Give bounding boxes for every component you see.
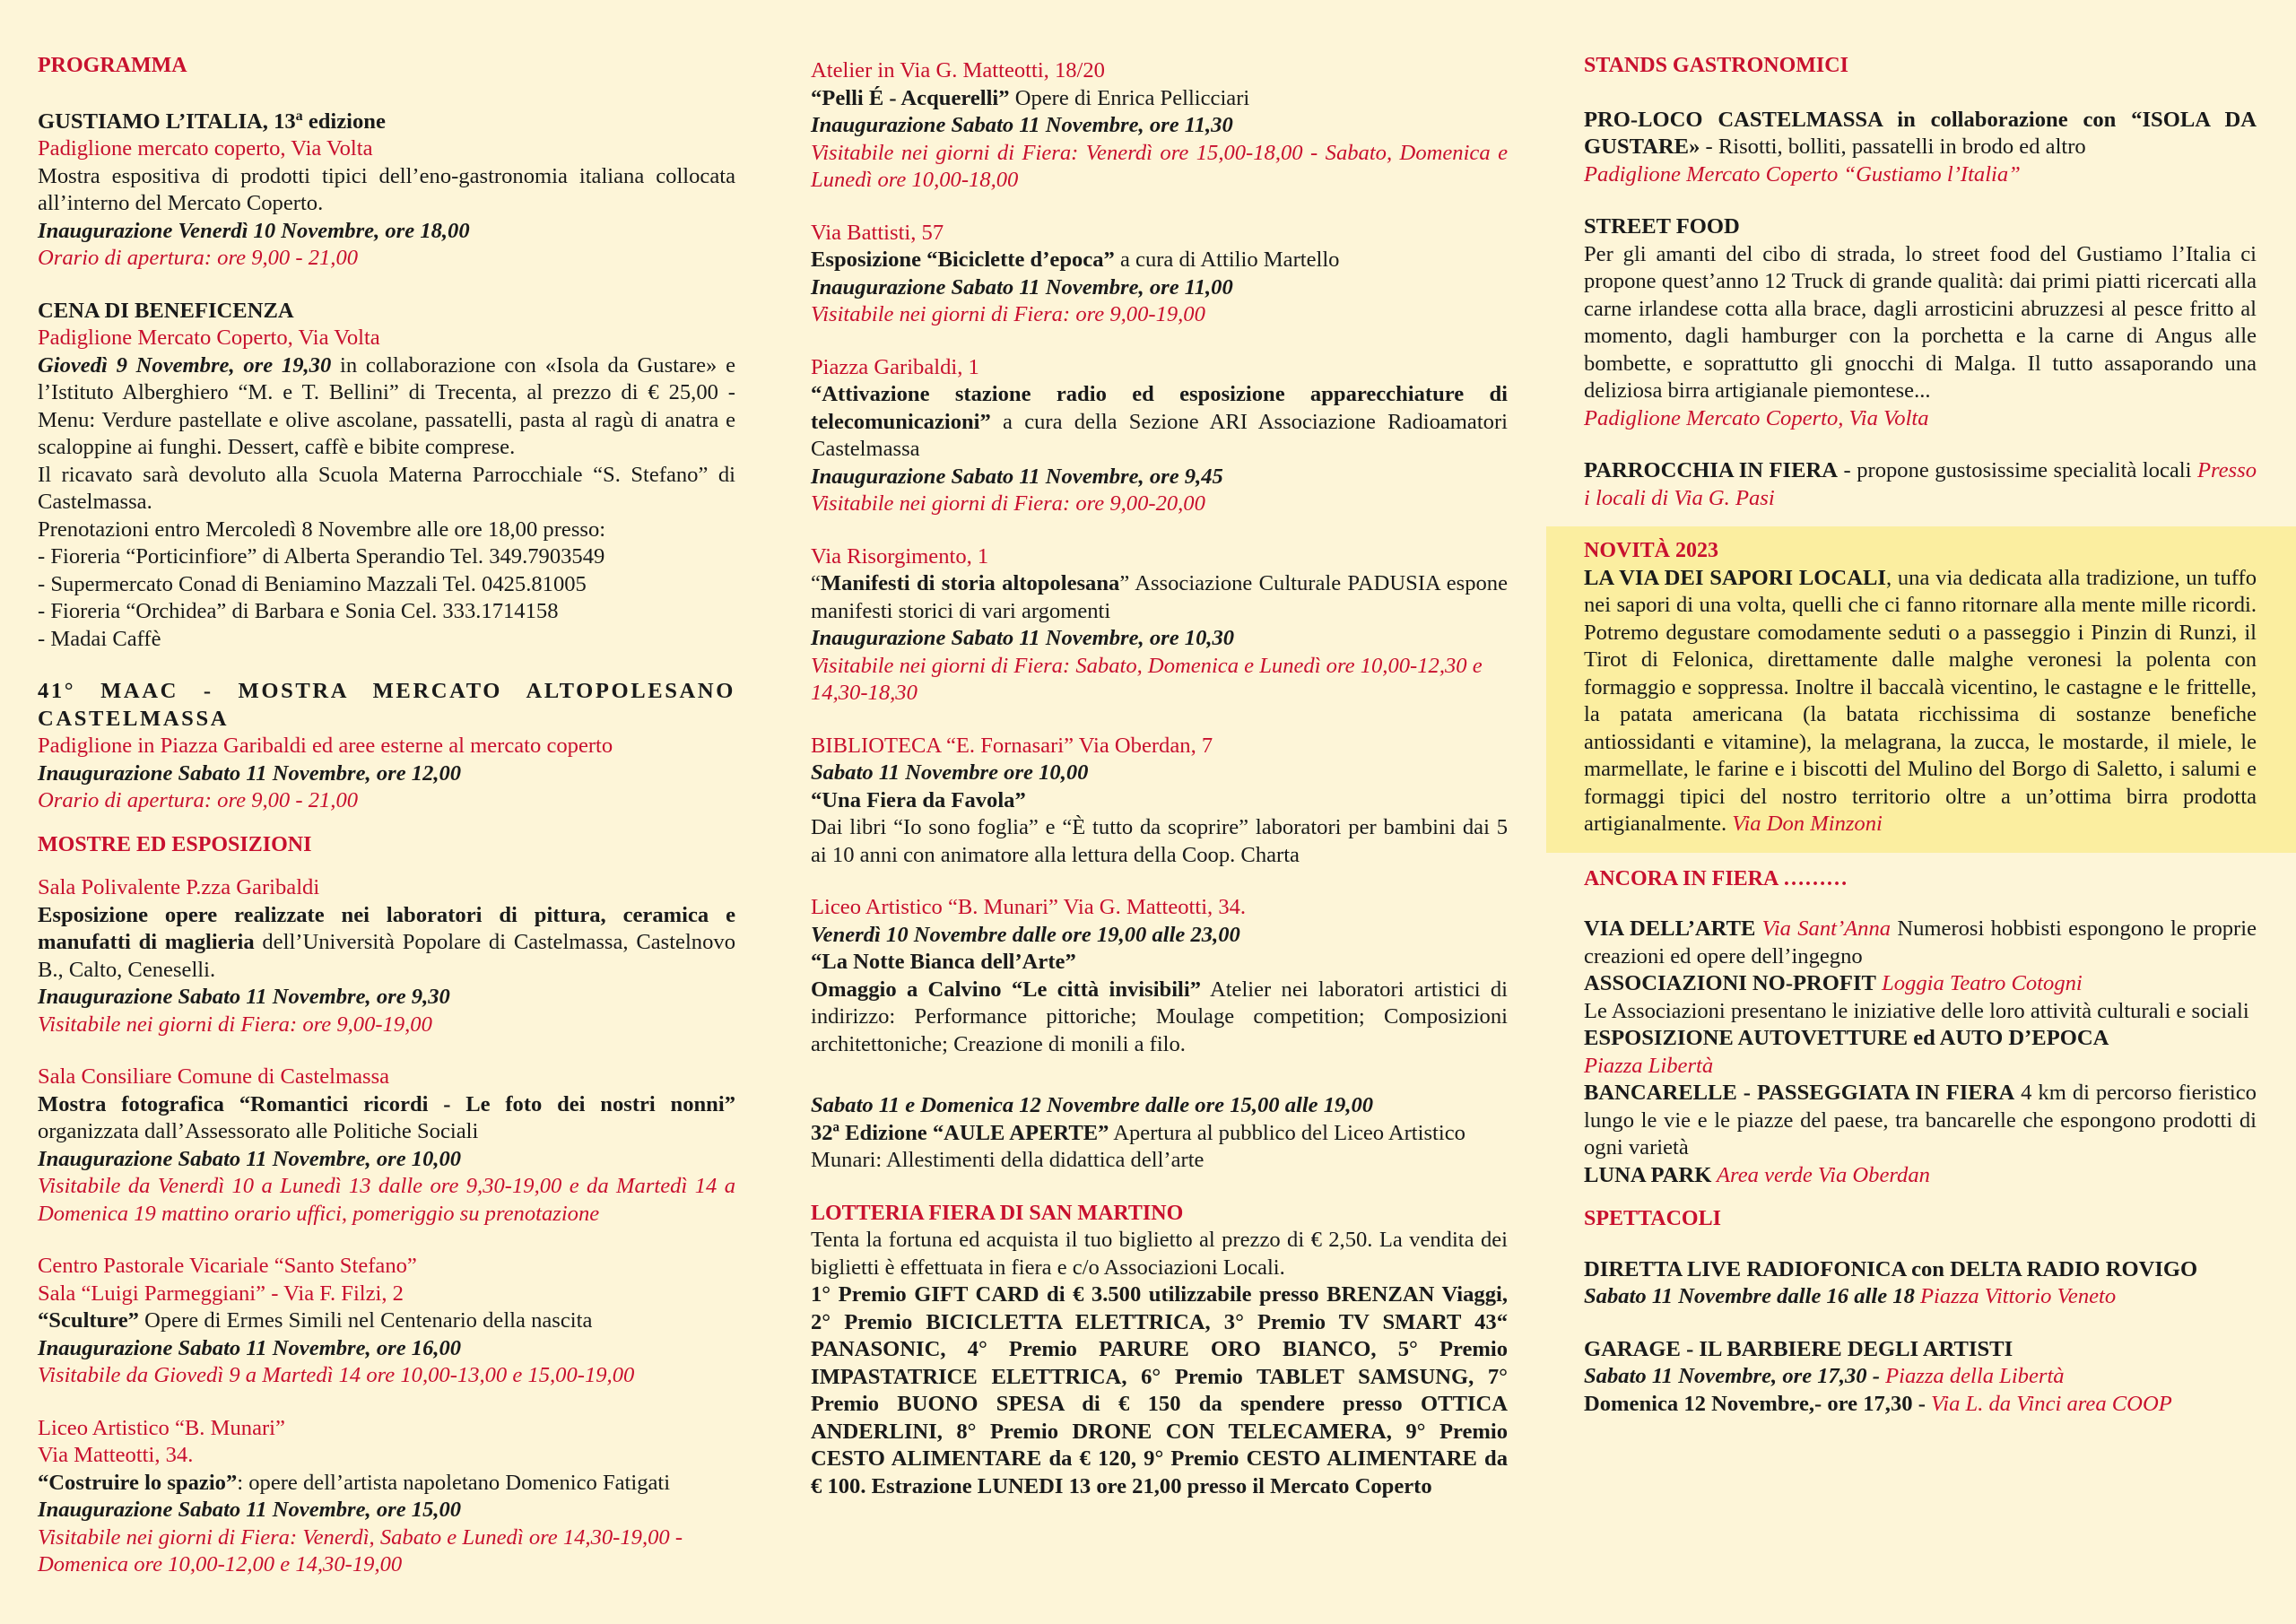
mostre-heading: MOSTRE ED ESPOSIZIONI [38, 832, 312, 856]
autovetture-place: Piazza Libertà [1584, 1053, 1714, 1078]
cena-list-item: - Supermercato Conad di Beniamino Mazzali Tel. 0425.81005 [38, 571, 587, 596]
sala-poli-place: Sala Polivalente P.zza Garibaldi [38, 875, 320, 899]
garage-when1: Sabato 11 Novembre, ore 17,30 - Piazza della Libertà [1584, 1364, 2065, 1388]
garibaldi-inaug: Inaugurazione Sabato 11 Novembre, ore 9,45 [811, 464, 1223, 489]
cena-list-item: - Fioreria “Porticinfiore” di Alberta Sperandio Tel. 349.7903549 [38, 544, 605, 569]
gustiamo-hours: Orario di apertura: ore 9,00 - 21,00 [38, 246, 359, 270]
column-right [1584, 52, 2257, 1443]
autovetture-item: ESPOSIZIONE AUTOVETTURE ed AUTO D’EPOCA [1584, 1026, 2109, 1050]
sala-poli-desc: Esposizione opere realizzate nei laboratori di pittura, ceramica e manufatti di maglieria dell’Università Popolare di Castelmassa, Castelnovo B., Calto, Ceneselli. [38, 902, 735, 982]
sala-cons-inaug: Inaugurazione Sabato 11 Novembre, ore 10,00 [38, 1146, 462, 1171]
atelier-place: Atelier in Via G. Matteotti, 18/20 [811, 58, 1105, 83]
risorgimento-place: Via Risorgimento, 1 [811, 543, 989, 569]
liceo1-place: Liceo Artistico “B. Munari” [38, 1415, 285, 1440]
programma-heading: PROGRAMMA [38, 54, 187, 77]
gustiamo-place: Padiglione mercato coperto, Via Volta [38, 136, 373, 161]
maac-place: Padiglione in Piazza Garibaldi ed aree esterne al mercato coperto [38, 734, 613, 758]
street-title: STREET FOOD [1584, 214, 1740, 239]
centro-inaug: Inaugurazione Sabato 11 Novembre, ore 16,00 [38, 1335, 462, 1360]
biblioteca-desc: Dai libri “Io sono foglia” e “È tutto da scoprire” laboratori per bambini dai 5 ai 10 anni con animatore alla lettura della Coop. Charta [811, 815, 1508, 867]
cena-desc2: Il ricavato sarà devoluto alla Scuola Materna Parrocchiale “S. Stefano” di Castelmassa. [38, 462, 735, 514]
lotteria-section [811, 1200, 1508, 1501]
aule-aperte-section [811, 1092, 1508, 1175]
gustiamo-desc: Mostra espositiva di prodotti tipici dell’eno-gastronomia italiana collocata all’interno del Mercato Coperto. [38, 163, 735, 215]
centro-desc: “Sculture” Opere di Ermes Simili nel Centenario della nascita [38, 1308, 593, 1333]
novita-desc: LA VIA DEI SAPORI LOCALI, una via dedicata alla tradizione, un tuffo nei sapori di una volta, quelli che ci fanno ritornare alla mente mille ricordi. Potremo degustare comodamente seduti o a passeggio i Pinzin di Runzi, il Tirot di Felonica, direttamente dalle malghe veronesi la polenta con formaggio e soppressa. Inoltre il baccalà vicentino, le castagne e le frittelle, la patata americana (la batata ricchissima di sostanze benefiche antiossidanti e vitamine), la melagrana, la zucca, le mostarde, il miele, le marmellate, le farine e i biscotti del Mulino del Borgo di Saletto, i salumi e formaggi tipici del nostro territorio oltre a un’ottima birra prodotta artigianalmente. Via Don Minzoni [1584, 565, 2257, 836]
sala-cons-desc: Mostra fotografica “Romantici ricordi - Le foto dei nostri nonni” organizzata dall’Assessorato alle Politiche Sociali [38, 1091, 735, 1143]
liceo2-date: Venerdì 10 Novembre dalle ore 19,00 alle 23,00 [811, 922, 1240, 947]
garage-when2: Domenica 12 Novembre,- ore 17,30 - Via L. da Vinci area COOP [1584, 1391, 2172, 1416]
risorgimento-section [811, 543, 1508, 708]
maac-inaug: Inaugurazione Sabato 11 Novembre, ore 12,00 [38, 760, 462, 786]
liceo1-inaug: Inaugurazione Sabato 11 Novembre, ore 15,00 [38, 1498, 462, 1522]
proloco-section [1584, 107, 2257, 189]
street-food-section [1584, 213, 2257, 432]
proloco-desc: PRO-LOCO CASTELMASSA in collaborazione con “ISOLA DA GUSTARE» - Risotti, bolliti, passatelli in brodo ed altro [1584, 107, 2257, 159]
sala-consiliare-section [38, 1064, 735, 1228]
lotteria-desc: Tenta la fortuna ed acquista il tuo biglietto al prezzo di € 2,50. La vendita dei biglietti è effettuata in fiera e c/o Associazioni Locali. [811, 1228, 1508, 1280]
garibaldi-visit: Visitabile nei giorni di Fiera: ore 9,00-20,00 [811, 491, 1205, 516]
battisti-visit: Visitabile nei giorni di Fiera: ore 9,00-19,00 [811, 302, 1205, 326]
cena-list [38, 543, 735, 653]
associazioni-desc: Le Associazioni presentano le iniziative delle loro attività culturali e sociali [1584, 998, 2249, 1023]
biblioteca-date: Sabato 11 Novembre ore 10,00 [811, 760, 1089, 785]
gustiamo-title: GUSTIAMO L’ITALIA, 13$^a$ edizione [38, 108, 386, 134]
liceo1-desc: “Costruire lo spazio”: opere dell’artista napoletano Domenico Fatigati [38, 1470, 671, 1495]
aule-date: Sabato 11 e Domenica 12 Novembre dalle ore 15,00 alle 19,00 [811, 1093, 1374, 1117]
spettacoli-heading: SPETTACOLI [1584, 1207, 1721, 1230]
liceo1-visit: Visitabile nei giorni di Fiera: Venerdì, Sabato e Lunedì ore 14,30-19,00 - Domenica ore 10,00-12,00 e 14,30-19,00 [38, 1524, 683, 1576]
battisti-place: Via Battisti, 57 [811, 220, 944, 245]
bancarelle-item: BANCARELLE - PASSEGGIATA IN FIERA 4 km di percorso fieristico lungo le vie e le piazze del paese, tra bancarelle che espongono prodotti di ogni varietà [1584, 1081, 2257, 1159]
garage-section [1584, 1336, 2257, 1419]
sala-polivalente-section [38, 874, 735, 1038]
diretta-when: Sabato 11 Novembre dalle 16 alle 18 Piazza Vittorio Veneto [1584, 1284, 2117, 1308]
garibaldi-place: Piazza Garibaldi, 1 [811, 354, 979, 379]
centro-visit: Visitabile da Giovedì 9 a Martedì 14 ore 10,00-13,00 e 15,00-19,00 [38, 1363, 635, 1387]
column-middle [811, 57, 1508, 1525]
biblioteca-section [811, 733, 1508, 870]
atelier-visit: Visitabile nei giorni di Fiera: Venerdì ore 15,00-18,00 - Sabato, Domenica e Lunedì ore 10,00-18,00 [811, 140, 1508, 192]
novita-highlight-box [1546, 526, 2296, 853]
battisti-inaug: Inaugurazione Sabato 11 Novembre, ore 11,00 [811, 274, 1233, 300]
cena-place: Padiglione Mercato Coperto, Via Volta [38, 326, 380, 350]
sala-cons-place: Sala Consiliare Comune di Castelmassa [38, 1064, 390, 1089]
associazioni-item: ASSOCIAZIONI NO-PROFIT Loggia Teatro Cotogni [1584, 971, 2083, 995]
column-left [38, 52, 735, 1604]
biblioteca-title: “Una Fiera da Favola” [811, 787, 1026, 812]
centro-place2: Sala “Luigi Parmeggiani” - Via F. Filzi, 2 [38, 1281, 404, 1306]
sala-cons-visit: Visitabile da Venerdì 10 a Lunedì 13 dalle ore 9,30-19,00 e da Martedì 14 a Domenica 19 mattino orario uffici, pomeriggio su prenotazione [38, 1174, 735, 1226]
cena-list-item: - Fioreria “Orchidea” di Barbara e Sonia Cel. 333.1714158 [38, 599, 559, 623]
battisti-desc: Esposizione “Biciclette d’epoca” a cura di Attilio Martello [811, 248, 1340, 272]
risorgimento-desc: “Manifesti di storia altopolesana” Associazione Culturale PADUSIA espone manifesti storici di vari argomenti [811, 571, 1509, 623]
centro-place: Centro Pastorale Vicariale “Santo Stefano” [38, 1254, 417, 1278]
novita-heading: NOVITÀ 2023 [1584, 539, 1719, 562]
maac-title: 41° MAAC - MOSTRA MERCATO ALTOPOLESANO CASTELMASSA [38, 679, 735, 731]
atelier-section [811, 57, 1508, 195]
garage-title: GARAGE - IL BARBIERE DEGLI ARTISTI [1584, 1336, 2013, 1361]
ancora-section [1584, 916, 2257, 1189]
parrocchia-desc: PARROCCHIA IN FIERA - propone gustosissime specialità locali Presso i locali di Via G. Pasi [1584, 458, 2257, 510]
cena-title: CENA DI BENEFICENZA [38, 298, 294, 323]
diretta-title: DIRETTA LIVE RADIOFONICA con DELTA RADIO ROVIGO [1584, 1256, 2198, 1281]
via-arte-item: VIA DELL’ARTE Via Sant’Anna Numerosi hobbisti espongono le proprie creazioni ed opere dell’ingegno [1584, 916, 2257, 968]
liceo2-title: “La Notte Bianca dell’Arte” [811, 950, 1076, 974]
liceo-notte-section [811, 894, 1508, 1058]
aule-desc: 32ª Edizione “AULE APERTE” Apertura al pubblico del Liceo Artistico Munari: Allestimenti della didattica dell’arte [811, 1120, 1465, 1172]
cena-desc: Giovedì 9 Novembre, ore 19,30 in collaborazione con «Isola da Gustare» e l’Istituto Alberghiero “M. e T. Bellini” di Trecenta, al prezzo di € 25,00 - Menu: Verdure pastellate e olive ascolane, passatelli, pasta al ragù di anatra e scaloppine ai funghi. Dessert, caffè e bibite comprese. [38, 352, 735, 459]
sala-poli-inaug: Inaugurazione Sabato 11 Novembre, ore 9,30 [38, 985, 450, 1009]
battisti-section [811, 220, 1508, 329]
cena-list-item: - Madai Caffè [38, 626, 161, 651]
gustiamo-inaug: Inaugurazione Venerdì 10 Novembre, ore 18,00 [38, 218, 470, 243]
liceo2-desc: Omaggio a Calvino “Le città invisibili” Atelier nei laboratori artistici di indirizzo: Performance pittoriche; Moulage competition; Composizioni architettoniche; Creazione di monili a filo. [811, 977, 1508, 1056]
luna-park-item: LUNA PARK Area verde Via Oberdan [1584, 1162, 1930, 1187]
cena-prenot: Prenotazioni entro Mercoledì 8 Novembre alle ore 18,00 presso: [38, 517, 606, 542]
garibaldi-desc: “Attivazione stazione radio ed esposizione apparecchiature di telecomunicazioni” a cura della Sezione ARI Associazione Radioamatori Castelmassa [811, 382, 1508, 461]
sala-poli-visit: Visitabile nei giorni di Fiera: ore 9,00-19,00 [38, 1012, 432, 1037]
liceo1-place2: Via Matteotti, 34. [38, 1443, 194, 1467]
parrocchia-section [1584, 457, 2257, 512]
centro-pastorale-section [38, 1253, 735, 1390]
atelier-desc: “Pelli É - Acquerelli” Opere di Enrica Pellicciari [811, 85, 1250, 110]
proloco-place: Padiglione Mercato Coperto “Gustiamo l’Italia” [1584, 161, 2021, 187]
risorgimento-visit: Visitabile nei giorni di Fiera: Sabato, Domenica e Lunedì ore 10,00-12,30 e 14,30-18,30 [811, 653, 1483, 705]
liceo-munari-section [38, 1415, 735, 1579]
risorgimento-inaug: Inaugurazione Sabato 11 Novembre, ore 10,30 [811, 626, 1235, 650]
lotteria-heading: LOTTERIA FIERA DI SAN MARTINO [811, 1201, 1184, 1225]
diretta-section [1584, 1256, 2257, 1311]
biblioteca-place: BIBLIOTECA “E. Fornasari” Via Oberdan, 7 [811, 733, 1213, 758]
maac-hours: Orario di apertura: ore 9,00 - 21,00 [38, 788, 359, 812]
atelier-inaug: Inaugurazione Sabato 11 Novembre, ore 11,30 [811, 113, 1233, 137]
maac-section [38, 678, 735, 815]
ancora-heading: ANCORA IN FIERA ……… [1584, 866, 1848, 890]
street-desc: Per gli amanti del cibo di strada, lo street food del Gustiamo l’Italia ci propone quest’anno 12 Truck di grande qualità: dai primi piatti ricercati alla carne irlandese cotta alla brace, dagli arrosticini abruzzesi al pesce fritto al momento, dagli hamburger con la porchetta e la carne di Angus alle bombette, e soprattutto gli gnocchi di Malga. Il tutto assaporando una deliziosa birra artigianale piemontese... [1584, 241, 2257, 403]
garibaldi-section [811, 354, 1508, 518]
stands-heading: STANDS GASTRONOMICI [1584, 54, 1848, 77]
street-place: Padiglione Mercato Coperto, Via Volta [1584, 405, 1929, 430]
gustiamo-section [38, 109, 735, 273]
lotteria-prizes: 1° Premio GIFT CARD di € 3.500 utilizzabile presso BRENZAN Viaggi, 2° Premio BICICLETTA ELETTRICA, 3° Premio TV SMART 43“ PANASONIC, 4° Premio PARURE ORO BIANCO, 5° Premio IMPASTATRICE ELETTRICA, 6° Premio TABLET SAMSUNG, 7° Premio BUONO SPESA di € 150 da spendere presso OTTICA ANDERLINI, 8° Premio DRONE CON TELECAMERA, 9° Premio CESTO ALIMENTARE da € 120, 9° Premio CESTO ALIMENTARE da € 100. Estrazione LUNEDI 13 ore 21,00 presso il Mercato Coperto [811, 1282, 1508, 1498]
liceo2-place: Liceo Artistico “B. Munari” Via G. Matteotti, 34. [811, 895, 1247, 919]
cena-section [38, 298, 735, 654]
